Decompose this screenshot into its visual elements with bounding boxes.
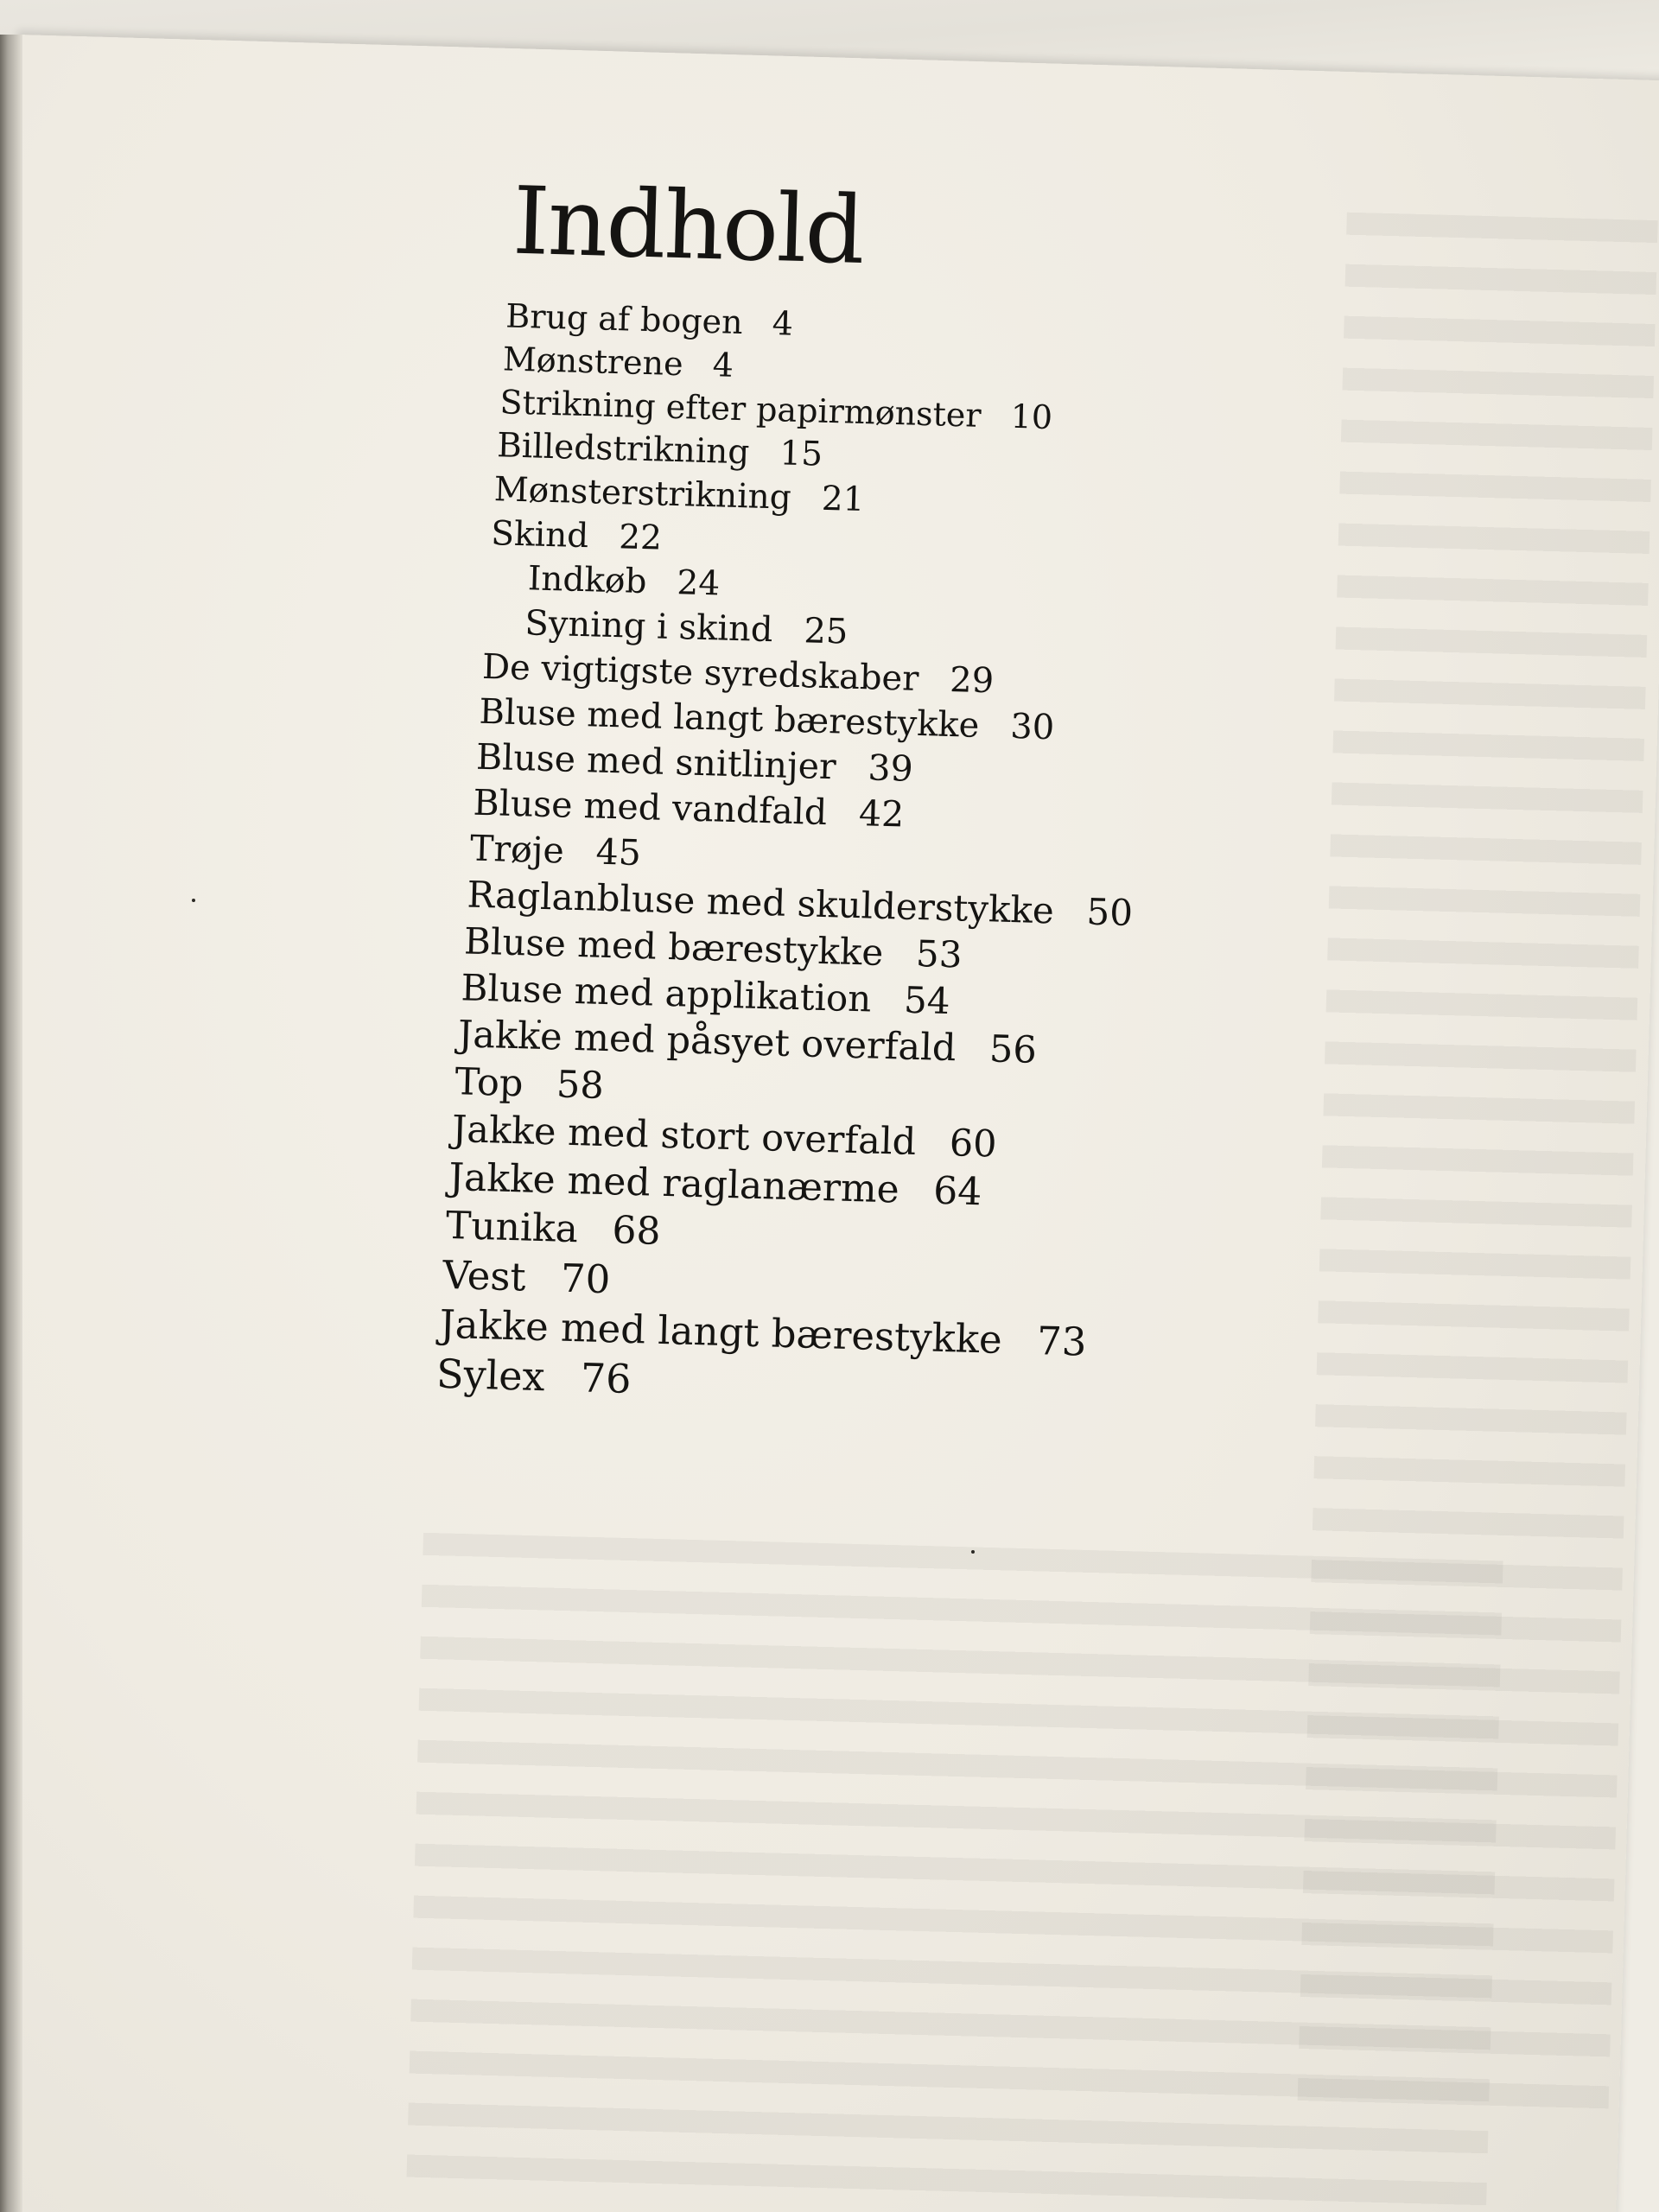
toc-entry-page: 15 [779,434,823,474]
toc-entry-title: Mønsterstrikning [493,470,792,518]
toc-entry-page: 39 [867,747,914,790]
toc-entry-title: Bluse med applikation [461,966,873,1020]
toc-entry-page: 53 [915,931,963,976]
toc-entry-page: 56 [988,1027,1038,1072]
toc-entry-page: 10 [1010,397,1053,437]
toc-entry-title: Top [454,1060,524,1106]
toc-entry-title: Billedstrikning [496,426,750,473]
toc-entry-page: 22 [618,518,663,558]
toc-entry-page: 21 [821,479,866,520]
toc-entry-page: 24 [676,563,721,604]
toc-entry [493,470,1144,524]
toc-entry-page: 25 [803,611,849,652]
page-title: Indhold [511,167,865,285]
toc-entry-page: 42 [858,792,905,836]
toc-entry [445,1203,1123,1264]
toc-entry-title: Jakke med stort overfald [451,1108,917,1165]
toc-entry-title: Bluse med snitlinjer [475,735,837,788]
table-of-contents [397,167,1153,1423]
toc-entry-page: 30 [1009,706,1055,748]
toc-entry-title: Strikning efter papirmønster [499,383,982,435]
toc-entry-page: 70 [560,1255,612,1303]
toc-entry-title: Tunika [445,1203,579,1252]
toc-entry-title: Indkøb [527,559,648,602]
speck [971,1550,975,1554]
toc-entry [435,1350,1121,1413]
toc-entry-title: Trøje [469,827,565,872]
toc-entry-title: Mønstrene [502,340,684,384]
toc-entry-page: 73 [1036,1318,1088,1365]
toc-entry-page: 29 [949,659,995,702]
toc-entry-title: Jakke med raglanærme [448,1155,900,1212]
toc-entry-title: Bluse med langt bærestykke [478,691,980,746]
toc-entry-title: Raglanbluse med skulderstykke [467,873,1055,932]
toc-entry-title: Jakke med langt bærestykke [439,1300,1003,1363]
toc-entry [524,603,1141,658]
toc-entry-page: 4 [772,304,794,343]
toc-entry-page: 76 [580,1354,632,1402]
toc-entry-title: Skind [490,514,589,556]
toc-entry-page: 64 [932,1168,982,1215]
bleed-through-text-lower [406,1533,1503,2209]
toc-entry-page: 50 [1085,890,1134,934]
toc-entry-page: 54 [903,978,951,1023]
book-spine [0,35,22,2212]
toc-entry-page: 68 [611,1208,662,1254]
toc-entry-title: Vest [442,1251,527,1300]
toc-entry-page: 58 [556,1063,605,1108]
toc-entry-page: 4 [712,346,734,385]
toc-entry [473,781,1135,839]
toc-entry-page: 45 [594,830,642,874]
toc-entry-title: Syning i skind [524,603,774,651]
toc-entry-title: Sylex [435,1350,546,1401]
toc-entry-page: 60 [949,1122,998,1166]
toc-entry-title: Jakke med påsyet overfald [457,1013,957,1071]
toc-entry-title: De vigtigste syredskaber [481,646,919,699]
speck [192,899,195,902]
toc-entry-title: Brug af bogen [505,296,744,342]
toc-entry-title: Bluse med vandfald [473,781,828,834]
toc-entry-title: Bluse med bærestykke [463,919,884,974]
